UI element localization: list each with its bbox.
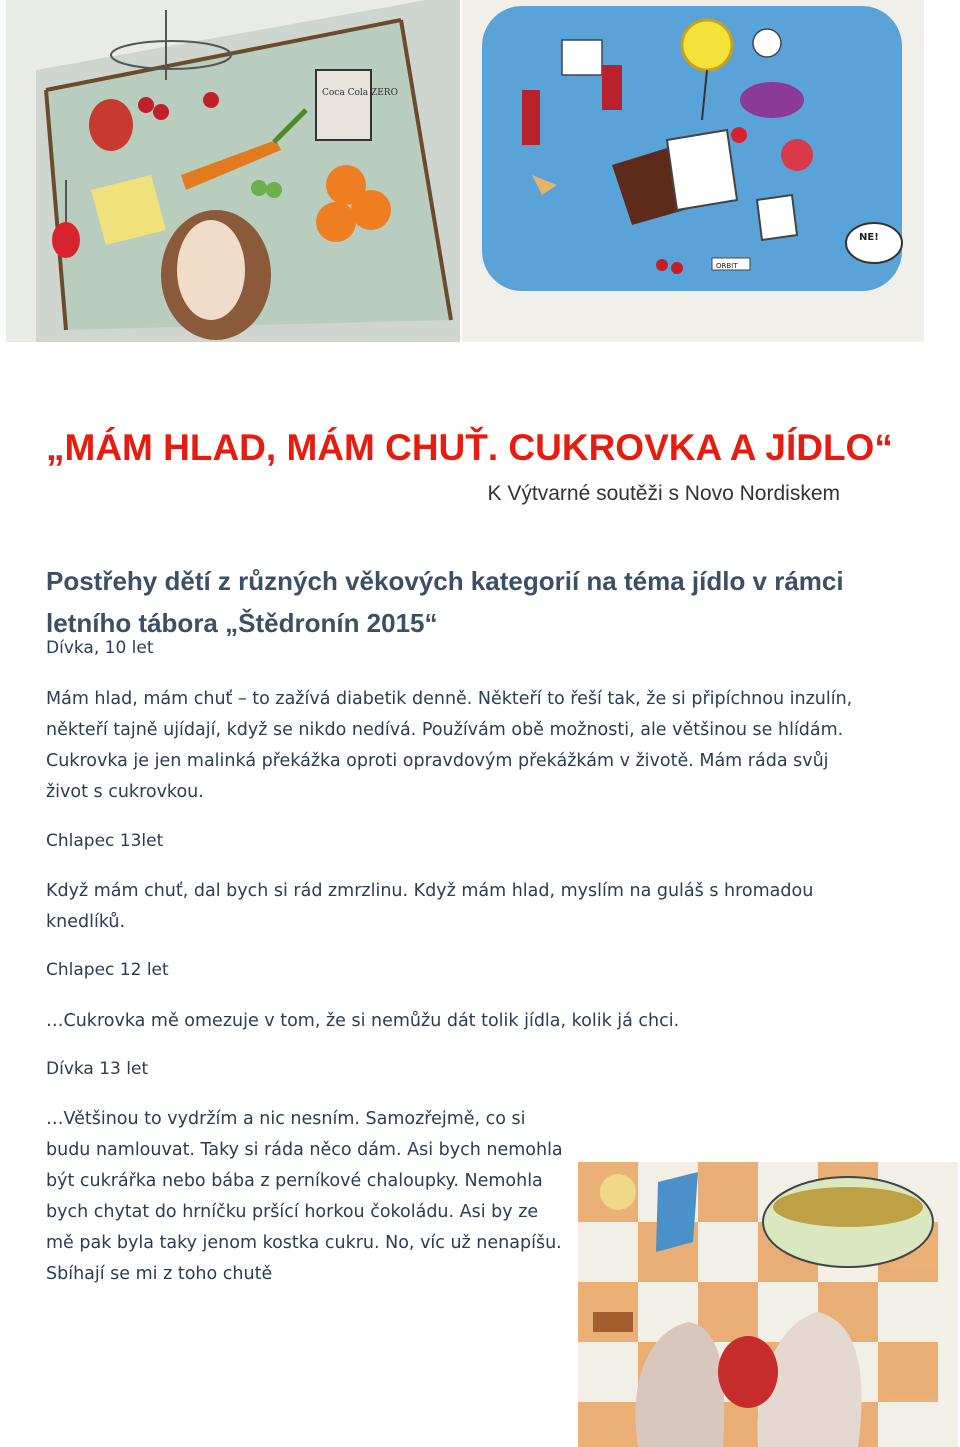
entry-label: Chlapec 13let <box>46 831 164 851</box>
section-heading: Postřehy dětí z různých věkových kategorií na téma jídlo v rámci letního tábora „Štědronín 2015“ <box>46 565 844 638</box>
entry-text: Mám hlad, mám chuť – to zažívá diabetik denně. Někteří to řeší tak, že si připíchnou inzulín, někteří tajně ujídají, když se nikdo nedívá. Používám obě možnosti, ale většinou se hlídám. Cukrovka je jen malinká překážka oproti opravdovým překážkám v životě. Mám ráda svůj život s cukrovkou. <box>46 689 853 802</box>
entry-text: …Cukrovka mě omezuje v tom, že si nemůžu dát tolik jídla, kolik já chci. <box>46 1011 680 1031</box>
orbit-label: ORBIT <box>716 262 738 270</box>
coca-cola-sign: Coca Cola ZERO <box>322 88 398 98</box>
entry-text: Když mám chuť, dal bych si rád zmrzlinu. Když mám hlad, myslím na guláš s hromadou knedlíků. <box>46 881 814 932</box>
children-drawing-food-scene <box>6 0 460 342</box>
document-title: „MÁM HLAD, MÁM CHUŤ. CUKROVKA A JÍDLO“ <box>46 426 893 468</box>
entry-label: Chlapec 12 let <box>46 960 169 980</box>
entry-label: Dívka, 10 let <box>46 638 154 658</box>
document-subtitle: K Výtvarné soutěži s Novo Nordiskem <box>487 482 840 505</box>
entry-text: …Většinou to vydržím a nic nesním. Samozřejmě, co si budu namlouvat. Taky si ráda něco dám. Asi bych nemohla být cukrářka nebo bába z perníkové chaloupky. Nemohla bych chytat do hrníčku pršící horkou čokoládu. Asi by ze mě pak byla taky jenom kostka cukru. No, víc už nenapíšu. Sbíhají se mi z toho chutě <box>46 1109 563 1284</box>
children-drawing-hands <box>578 1162 958 1447</box>
ne-speech-bubble: NE! <box>859 232 879 243</box>
entry-label: Dívka 13 let <box>46 1059 149 1079</box>
children-drawing-sweets <box>462 0 924 342</box>
